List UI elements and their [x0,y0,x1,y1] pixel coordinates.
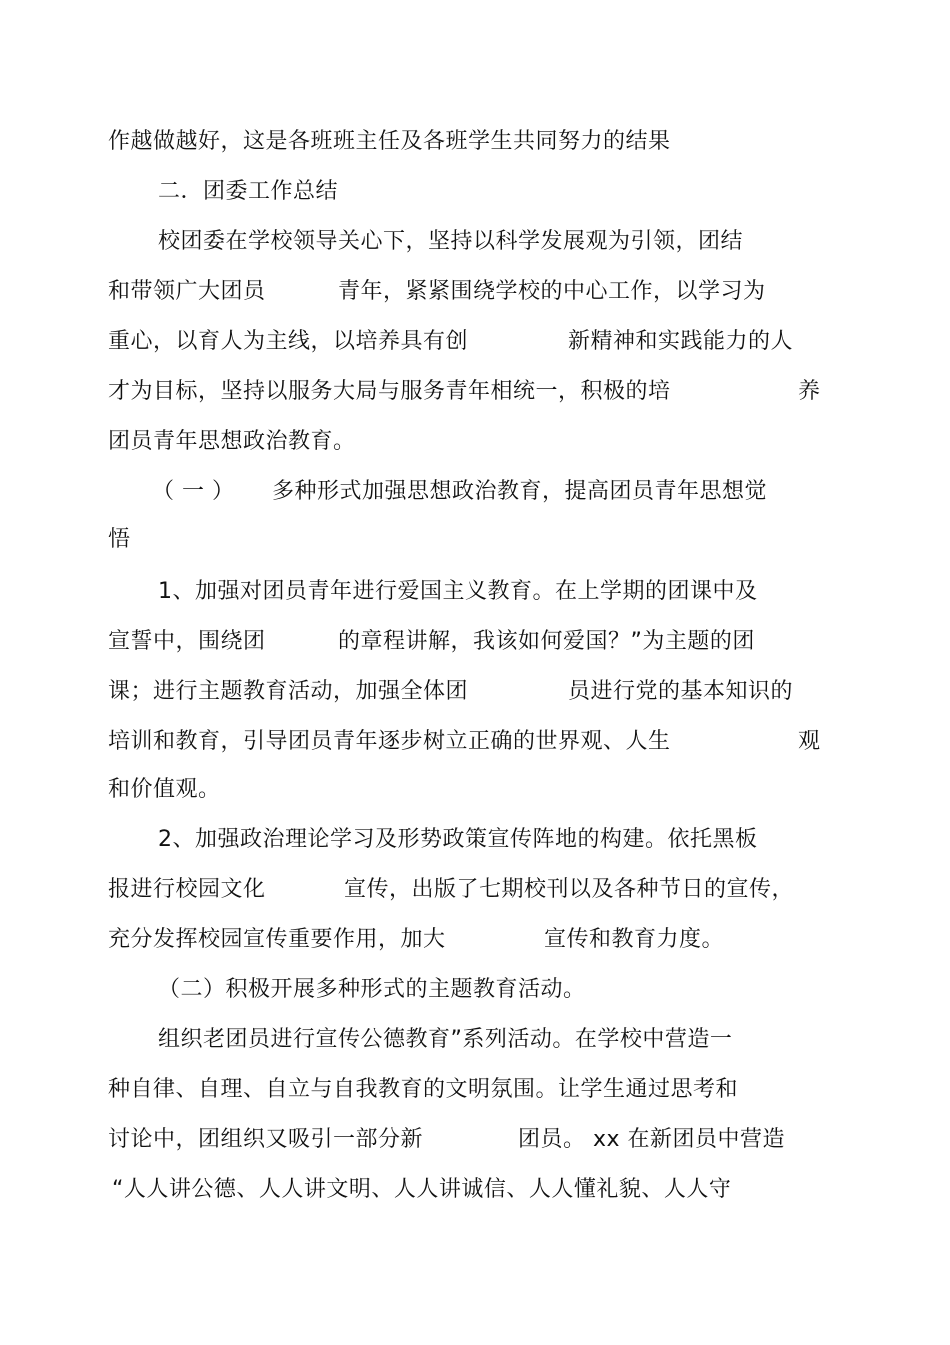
text-segment: 校团委在学校领导关心下，坚持以科学发展观为引领，团结 [158,229,744,254]
text-segment: （ 一 ） [152,479,235,504]
text-segment: 充分发挥校园宣传重要作用，加大 [108,927,446,952]
text-segment: “人人讲公德、人人讲文明、人人讲诚信、人人懂礼貌、人人守 [112,1177,732,1202]
text-segment: 养 [798,379,821,404]
text-segment: 团员青年思想政治教育。 [108,429,356,454]
text-segment: 员进行党的基本知识的 [568,679,794,704]
text-segment: 作越做越好，这是各班班主任及各班学生共同努力的结果 [108,129,671,154]
text-segment: （二）积极开展多种形式的主题教育活动。 [158,977,586,1002]
text-segment: 课；进行主题教育活动，加强全体团 [108,679,469,704]
text-line [0,272,766,312]
text-line [0,920,725,960]
text-line [0,722,821,762]
text-line [0,572,758,612]
text-line [0,422,356,462]
text-line [0,322,794,362]
text-line [0,622,755,662]
text-segment: 组织老团员进行宣传公德教育”系列活动。在学校中营造一 [158,1027,733,1052]
text-segment: 重心，以育人为主线，以培养具有创 [108,329,469,354]
text-segment: 2、加强政治理论学习及形势政策宣传阵地的构建。依托黑板 [158,827,758,852]
text-segment: 培训和教育，引导团员青年逐步树立正确的世界观、人生 [108,729,671,754]
text-line [0,672,794,712]
text-line [0,1170,732,1210]
text-segment: 多种形式加强思想政治教育，提高团员青年思想觉 [272,479,768,504]
text-segment: 报进行校园文化 [108,877,266,902]
text-line [0,1020,733,1060]
text-segment: 悟 [108,527,131,552]
text-segment: 青年，紧紧围绕学校的中心工作，以学习为 [338,279,766,304]
text-line [0,770,221,810]
text-segment: 种自律、自理、自立与自我教育的文明氛围。让学生通过思考和 [108,1077,739,1102]
text-segment: 宣传和教育力度。 [544,927,725,952]
text-line [0,1070,739,1110]
text-line [0,222,744,262]
text-segment: 宣誓中，围绕团 [108,629,266,654]
subsection-heading [0,970,586,1010]
text-segment: 宣传，出版了七期校刊以及各种节日的宣传， [344,877,795,902]
text-line [0,520,131,560]
subsection-heading [0,472,768,512]
section-heading [0,172,339,212]
text-line [0,122,671,162]
text-line [0,870,795,910]
text-segment: 的章程讲解，我该如何爱国？”为主题的团 [338,629,755,654]
text-segment: 讨论中，团组织又吸引一部分新 [108,1127,424,1152]
text-line [0,1120,786,1160]
text-segment: 二．团委工作总结 [158,179,339,204]
text-segment: 新精神和实践能力的人 [568,329,794,354]
text-segment: 1、加强对团员青年进行爱国主义教育。在上学期的团课中及 [158,579,758,604]
text-line [0,820,758,860]
text-segment: 观 [798,729,821,754]
text-segment: 和价值观。 [108,777,221,802]
text-segment: 才为目标，坚持以服务大局与服务青年相统一，积极的培 [108,379,671,404]
text-segment: 和带领广大团员 [108,279,266,304]
text-segment: 团员。 xx 在新团员中营造 [518,1127,786,1152]
text-line [0,372,821,412]
